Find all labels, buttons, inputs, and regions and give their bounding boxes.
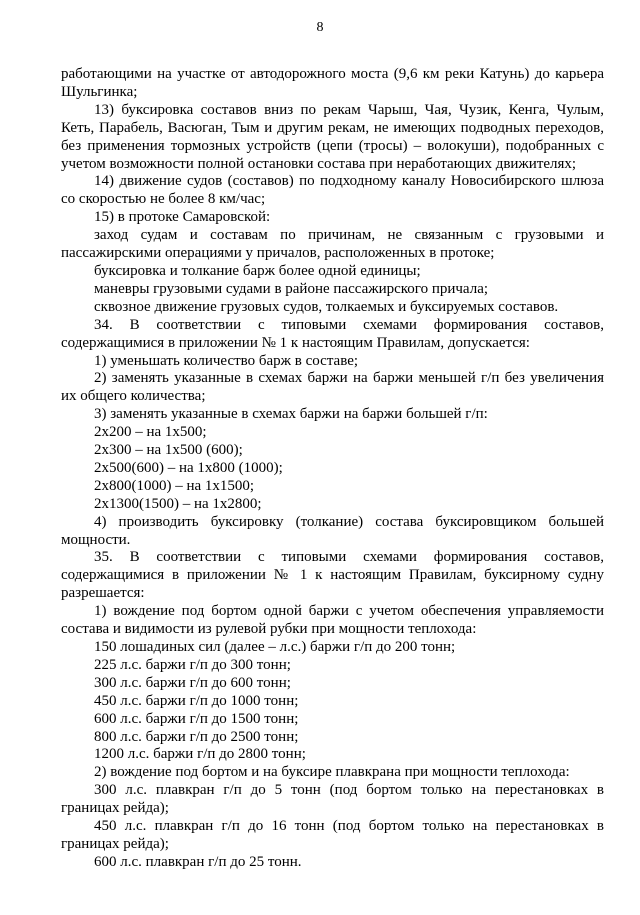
paragraph: 450 л.с. баржи г/п до 1000 тонн; — [94, 692, 299, 709]
paragraph: 2) заменять указанные в схемах баржи на баржи меньшей г/п без увеличения их общего количества; — [61, 370, 604, 405]
page-number: 8 — [316, 20, 324, 35]
paragraph: 300 л.с. баржи г/п до 600 тонн; — [94, 674, 291, 691]
paragraph: заход судам и составам по причинам, не связанным с грузовыми и пассажирскими операциями у причалов, расположенных в протоке; — [61, 227, 604, 262]
paragraph: 2x800(1000) – на 1x1500; — [94, 477, 255, 494]
paragraph: маневры грузовыми судами в районе пассажирского причала; — [94, 280, 489, 297]
paragraph: 3) заменять указанные в схемах баржи на баржи большей г/п: — [94, 406, 488, 423]
paragraph: 600 л.с. плавкран г/п до 25 тонн. — [94, 853, 302, 870]
paragraph: 225 л.с. баржи г/п до 300 тонн; — [94, 656, 291, 673]
paragraph: 13) буксировка составов вниз по рекам Чарыш, Чая, Чузик, Кенга, Чулым, Кеть, Парабель, Васюган, Тым и другим рекам, не имеющих подводных переходов, без применения тормозных устройств (цепи (тросы) – волокуши), подобранных с учетом возможности полной остановки состава при неработающих движителях; — [61, 101, 604, 172]
paragraph: 450 л.с. плавкран г/п до 16 тонн (под бортом только на перестановках в границах рейда); — [61, 818, 604, 852]
paragraph: 1) уменьшать количество барж в составе; — [94, 352, 359, 369]
paragraph: 300 л.с. плавкран г/п до 5 тонн (под бортом только на перестановках в границах рейда); — [61, 782, 604, 817]
paragraph: 1) вождение под бортом одной баржи с учетом обеспечения управляемости состава и видимости из рулевой рубки при мощности теплохода: — [61, 603, 604, 638]
paragraph: 35. В соответствии с типовыми схемами формирования составов, содержащимися в приложении № 1 к настоящим Правилам, буксирному судну разрешается: — [61, 549, 604, 602]
paragraph: 800 л.с. баржи г/п до 2500 тонн; — [94, 728, 299, 745]
paragraph: 2x300 – на 1x500 (600); — [94, 442, 243, 459]
paragraph: буксировка и толкание барж более одной единицы; — [94, 262, 421, 279]
paragraph: 2) вождение под бортом и на буксире плавкрана при мощности теплохода: — [94, 764, 570, 781]
paragraph: 2x500(600) – на 1x800 (1000); — [94, 459, 283, 476]
paragraph: 4) производить буксировку (толкание) состава буксировщиком большей мощности. — [61, 513, 604, 548]
paragraph: 34. В соответствии с типовыми схемами формирования составов, содержащимися в приложении № 1 к настоящим Правилам, допускается: — [61, 316, 604, 351]
paragraph: 15) в протоке Самаровской: — [94, 209, 271, 226]
paragraph: 2x1300(1500) – на 1x2800; — [94, 495, 262, 512]
paragraph: 1200 л.с. баржи г/п до 2800 тонн; — [94, 746, 306, 763]
paragraph: сквозное движение грузовых судов, толкаемых и буксируемых составов. — [94, 298, 559, 315]
paragraph: работающими на участке от автодорожного моста (9,6 км реки Катунь) до карьера Шульгинка; — [61, 66, 604, 100]
paragraph: 150 лошадиных сил (далее – л.с.) баржи г/п до 200 тонн; — [94, 639, 456, 655]
document-body — [61, 66, 604, 872]
paragraph: 14) движение судов (составов) по подходному каналу Новосибирского шлюза со скоростью не более 8 км/час; — [61, 173, 604, 208]
paragraph: 600 л.с. баржи г/п до 1500 тонн; — [94, 710, 299, 727]
paragraph: 2x200 – на 1x500; — [94, 424, 207, 441]
